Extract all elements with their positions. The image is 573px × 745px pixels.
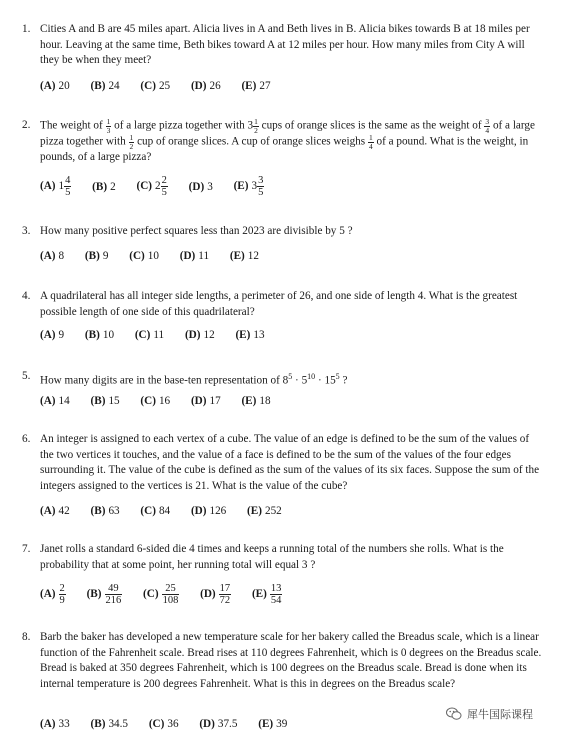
question-number: 3. [22, 225, 31, 237]
question-5 [22, 369, 542, 389]
choice-a[interactable]: (A) 33 [40, 718, 70, 731]
answer-choices-1 [40, 80, 289, 92]
choice-b[interactable]: (B) $\frac{49}{216}$ [86, 583, 122, 606]
choice-d[interactable]: (D) 11 [179, 250, 210, 263]
choice-c[interactable]: (C) 25 [140, 80, 171, 93]
choice-b[interactable]: (B) 63 [90, 505, 120, 518]
choice-a[interactable]: (A) 42 [40, 505, 70, 518]
choice-e[interactable]: (E) 13 [235, 329, 265, 342]
answer-choices-8 [40, 718, 305, 730]
choice-e[interactable]: (E) 39 [258, 718, 288, 731]
choice-c[interactable]: (C) 2 $\frac{2}{5}$ [136, 175, 167, 198]
choice-a[interactable]: (A) 14 [40, 395, 70, 408]
choice-c[interactable]: (C) 10 [129, 250, 159, 263]
answer-choices-5 [40, 395, 289, 407]
question-text: The weight of $\frac{1}{3}$ of a large pizza together with 3 $\frac{1}{2}$ cups of orange slices is the same as the weight of $\frac{3}{4}$ of a large pizza together with $\frac{1}{2}$ cup of orange slices. A cup of orange slices weighs $\frac{1}{4}$ of a pound. What is the weight, in pounds, of a large pizza? [40, 117, 535, 164]
question-number: 6. [22, 433, 31, 445]
choice-b[interactable]: (B) 10 [84, 329, 115, 342]
choice-c[interactable]: (C) 36 [148, 718, 179, 731]
answer-choices-2 [40, 175, 282, 198]
question-number: 7. [22, 543, 31, 555]
choice-c[interactable]: (C) $\frac{25}{108}$ [143, 583, 179, 606]
question-2 [22, 118, 542, 166]
question-text: How many positive perfect squares less than 2023 are divisible by 5 ? [40, 225, 353, 237]
question-number: 4. [22, 290, 31, 302]
choice-b[interactable]: (B) 2 [92, 180, 116, 193]
fraction: $\frac{1}{4}$ [368, 133, 373, 151]
question-8 [22, 630, 542, 692]
question-6 [22, 432, 542, 494]
choice-e[interactable]: (E) 18 [241, 395, 271, 408]
choice-e[interactable]: (E) 12 [229, 250, 259, 263]
question-number: 5. [22, 370, 31, 382]
question-text: How many digits are in the base-ten representation of $8^5 \cdot 5^{10} \cdot 15^5$ ? [40, 372, 348, 387]
question-text: An integer is assigned to each vertex of a cube. The value of an edge is defined to be the sum of the values of the two vertices it touches, and the value of a face is defined to be the sum of the values of the four edges surrounding it. The value of the cube is defined as the sum of the values of its six faces. Suppose the sum of the integers assigned to the vertices is 21. What is the value of the cube? [40, 433, 540, 492]
answer-choices-7 [40, 583, 300, 606]
question-text: Cities A and B are 45 miles apart. Alicia lives in A and Beth lives in B. Alicia bikes towards B at 18 miles per hour. Leaving at the same time, Beth bikes toward A at 12 miles per hour. How many miles from City A will they be when they meet? [40, 23, 530, 66]
choice-b[interactable]: (B) 24 [90, 80, 120, 93]
choice-a[interactable]: (A) $\frac{2}{9}$ [40, 583, 65, 606]
choice-d[interactable]: (D) 17 [190, 395, 221, 408]
choice-a[interactable]: (A) 8 [40, 250, 65, 263]
question-number: 8. [22, 631, 31, 643]
answer-choices-3 [40, 250, 277, 262]
choice-e[interactable]: (E) 252 [247, 505, 282, 518]
choice-e[interactable]: (E) $\frac{13}{54}$ [251, 583, 282, 606]
choice-b[interactable]: (B) 34.5 [90, 718, 129, 731]
question-number: 2. [22, 119, 31, 131]
question-text: Janet rolls a standard 6-sided die 4 times and keeps a running total of the numbers she rolls. What is the probability that at some point, her running total will equal 3 ? [40, 543, 504, 571]
choice-c[interactable]: (C) 11 [134, 329, 165, 342]
choice-d[interactable]: (D) 37.5 [199, 718, 238, 731]
choice-a[interactable]: (A) 20 [40, 80, 70, 93]
choice-d[interactable]: (D) 26 [190, 80, 221, 93]
question-number: 1. [22, 23, 31, 35]
choice-d[interactable]: (D) 126 [190, 505, 227, 518]
watermark-text: 犀牛国际课程 [467, 708, 533, 721]
fraction: $\frac{1}{2}$ [254, 117, 258, 135]
fraction: $\frac{3}{4}$ [485, 117, 490, 135]
choice-d[interactable]: (D) 3 [188, 180, 213, 193]
choice-d[interactable]: (D) 12 [184, 329, 215, 342]
question-3 [22, 224, 542, 240]
question-1 [22, 22, 542, 69]
question-7 [22, 542, 542, 573]
choice-e[interactable]: (E) 27 [241, 80, 271, 93]
choice-c[interactable]: (C) 16 [140, 395, 171, 408]
answer-choices-4 [40, 329, 283, 341]
choice-a[interactable]: (A) 1 $\frac{4}{5}$ [40, 175, 71, 198]
choice-a[interactable]: (A) 9 [40, 329, 65, 342]
answer-choices-6 [40, 505, 300, 517]
wechat-icon [446, 707, 462, 721]
choice-b[interactable]: (B) 15 [90, 395, 120, 408]
question-4 [22, 289, 542, 320]
choice-c[interactable]: (C) 84 [140, 505, 171, 518]
choice-e[interactable]: (E) 3 $\frac{3}{5}$ [233, 175, 264, 198]
question-text: A quadrilateral has all integer side lengths, a perimeter of 26, and one side of length 4. What is the greatest possible length of one side of this quadrilateral? [40, 290, 518, 318]
fraction: $\frac{1}{2}$ [129, 133, 134, 151]
choice-b[interactable]: (B) 9 [84, 250, 109, 263]
choice-d[interactable]: (D) $\frac{17}{72}$ [200, 583, 231, 606]
watermark [446, 706, 533, 722]
fraction: $\frac{1}{3}$ [106, 117, 111, 135]
question-text: Barb the baker has developed a new temperature scale for her bakery called the Breadus scale, which is a linear function of the Fahrenheit scale. Bread rises at 110 degrees Fahrenheit, which is 0 degrees on the Breadus scale. Bread is baked at 350 degrees Fahrenheit, which is 100 degrees on the Breadus scale. Bread is done when its internal temperature is 200 degrees Fahrenheit. What is this in degrees on the Breadus scale? [40, 631, 542, 690]
